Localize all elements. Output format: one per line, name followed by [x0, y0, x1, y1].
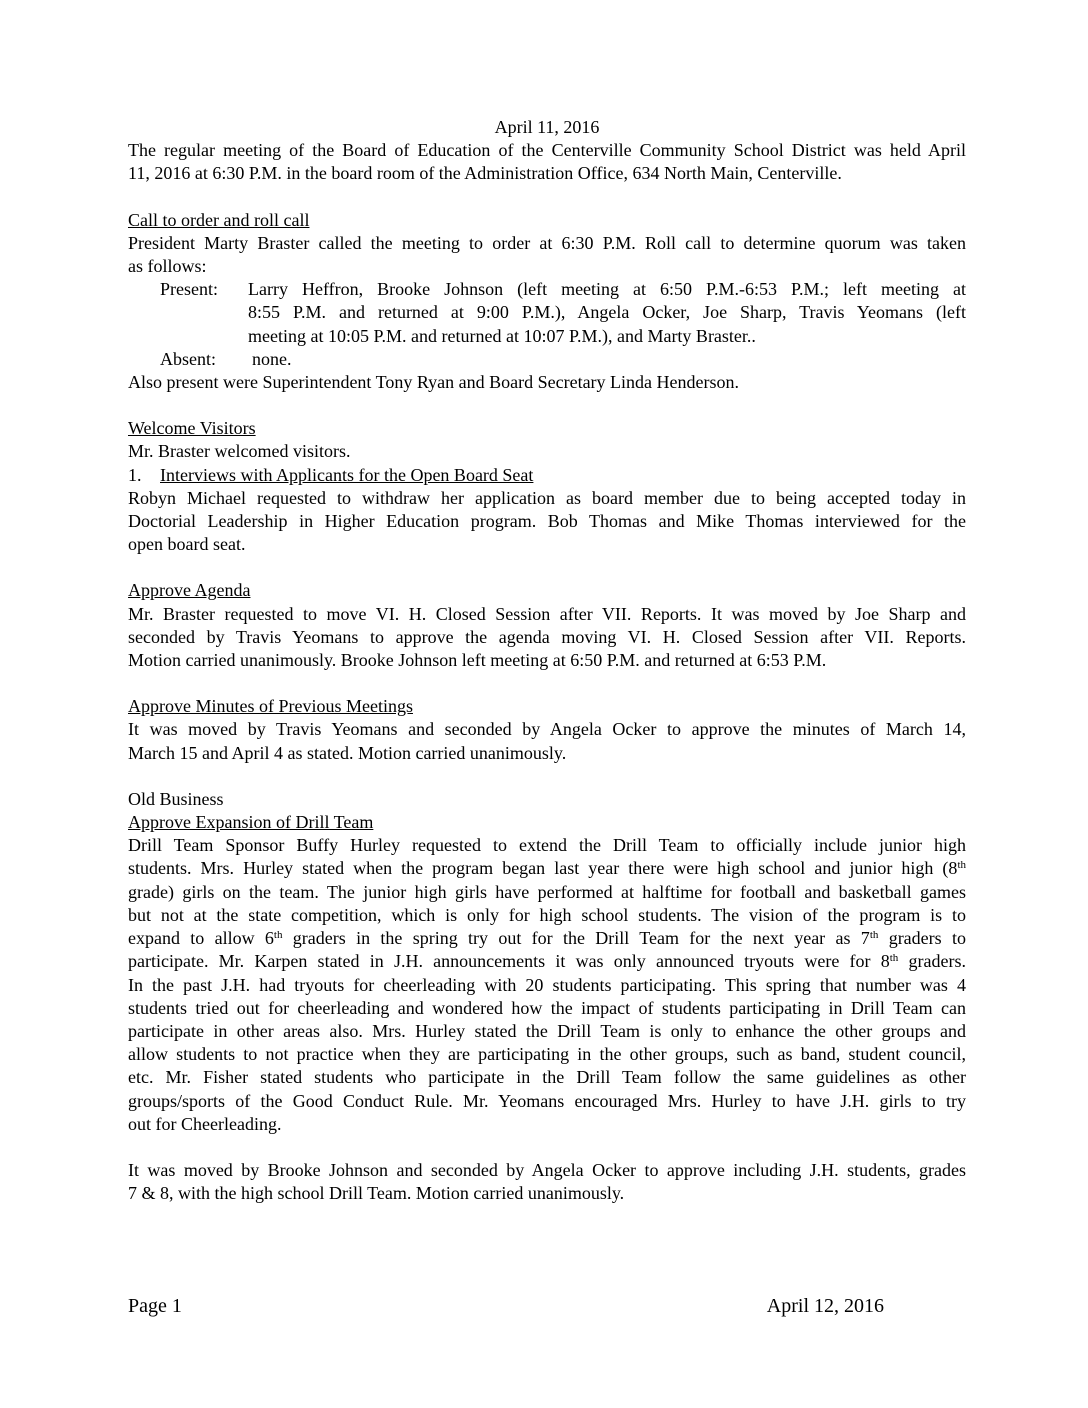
minutes-line-2: March 15 and April 4 as stated. Motion carried unanimously.	[128, 742, 567, 763]
welcome-para-line-2: Doctorial Leadership in Higher Education program. Bob Thomas and Mike Thomas interviewed for the	[128, 511, 966, 532]
page-footer	[128, 1295, 884, 1318]
intro-line-2: 11, 2016 at 6:30 P.M. in the board room of the Administration Office, 634 North Main, Centerville.	[128, 163, 842, 184]
drill-line-4: but not at the state competition, which is only for high school students. The vision of the program is to	[128, 904, 966, 925]
agenda-line-3: Motion carried unanimously. Brooke Johnson left meeting at 6:50 P.M. and returned at 6:53 P.M.	[128, 650, 827, 671]
call-to-order-line-2: as follows:	[128, 256, 207, 277]
interviews-item-number: 1.	[128, 464, 142, 485]
drill-line-13: out for Cheerleading.	[128, 1113, 282, 1134]
welcome-para-line-1: Robyn Michael requested to withdraw her application as board member due to being accepted today in	[128, 487, 966, 508]
minutes-page	[128, 116, 966, 1205]
agenda-heading: Approve Agenda	[128, 580, 251, 601]
drill-line-12: groups/sports of the Good Conduct Rule. Mr. Yeomans encouraged Mrs. Hurley to have J.H. girls to try	[128, 1090, 966, 1111]
absent-row	[128, 348, 966, 371]
drill-line-6: participate. Mr. Karpen stated in J.H. announcements it was only announced tryouts were for 8th graders.	[128, 951, 966, 972]
present-line-1: Larry Heffron, Brooke Johnson (left meeting at 6:50 P.M.-6:53 P.M.; left meeting at	[248, 279, 966, 300]
drill-line-7: In the past J.H. had tryouts for cheerleading with 20 students participating. This spring that number was 4	[128, 974, 966, 995]
also-present: Also present were Superintendent Tony Ryan and Board Secretary Linda Henderson.	[128, 372, 740, 393]
absent-label: Absent:	[160, 348, 216, 369]
interviews-item	[128, 464, 966, 487]
present-row	[128, 278, 966, 348]
agenda-line-1: Mr. Braster requested to move VI. H. Closed Session after VII. Reports. It was moved by Joe Sharp and	[128, 603, 966, 624]
drill-line-11: etc. Mr. Fisher stated students who participate in the Drill Team follow the same guidelines as other	[128, 1067, 966, 1088]
drill-line-9: participate in other areas also. Mrs. Hurley stated the Drill Team is only to enhance the other groups and	[128, 1020, 966, 1041]
minutes-line-1: It was moved by Travis Yeomans and seconded by Angela Ocker to approve the minutes of March 14,	[128, 719, 966, 740]
old-business-heading: Old Business	[128, 788, 224, 809]
intro-line-1: The regular meeting of the Board of Education of the Centerville Community School District was held April	[128, 140, 966, 161]
agenda-line-2: seconded by Travis Yeomans to approve the agenda moving VI. H. Closed Session after VII. Reports.	[128, 626, 966, 647]
call-to-order-line-1: President Marty Braster called the meeting to order at 6:30 P.M. Roll call to determine quorum was taken	[128, 232, 966, 253]
drill-line-10: allow students to not practice when they are participating in the other groups, such as band, student council,	[128, 1044, 966, 1065]
drill-line-3: grade) girls on the team. The junior high girls have performed at halftime for football and basketball games	[128, 881, 966, 902]
minutes-heading: Approve Minutes of Previous Meetings	[128, 696, 413, 717]
welcome-line: Mr. Braster welcomed visitors.	[128, 441, 351, 462]
meeting-date: April 11, 2016	[494, 117, 600, 137]
drill-line-2: students. Mrs. Hurley stated when the program began last year there were high school and junior high (8th	[128, 858, 966, 879]
drill-line-5: expand to allow 6th graders in the spring try out for the Drill Team for the next year as 7th graders to	[128, 928, 966, 949]
drill-motion-line-2: 7 & 8, with the high school Drill Team. Motion carried unanimously.	[128, 1183, 625, 1204]
drill-team-heading: Approve Expansion of Drill Team	[128, 812, 374, 833]
drill-motion-line-1: It was moved by Brooke Johnson and seconded by Angela Ocker to approve including J.H. students, grades	[128, 1159, 966, 1180]
absent-value: none.	[252, 348, 292, 369]
present-label: Present:	[160, 279, 218, 300]
drill-line-8: students tried out for cheerleading and wondered how the impact of students participating in Drill Team can	[128, 997, 966, 1018]
present-line-2: 8:55 P.M. and returned at 9:00 P.M.), Angela Ocker, Joe Sharp, Travis Yeomans (left	[248, 302, 966, 323]
interviews-heading: Interviews with Applicants for the Open Board Seat	[160, 464, 534, 485]
footer-date: April 12, 2016	[766, 1295, 884, 1317]
welcome-para-line-3: open board seat.	[128, 534, 246, 555]
welcome-heading: Welcome Visitors	[128, 418, 256, 439]
page-number: Page 1	[128, 1295, 182, 1317]
present-line-3: meeting at 10:05 P.M. and returned at 10:07 P.M.), and Marty Braster..	[248, 325, 756, 346]
call-to-order-heading: Call to order and roll call	[128, 209, 310, 230]
drill-line-1: Drill Team Sponsor Buffy Hurley requested to extend the Drill Team to officially include junior high	[128, 835, 966, 856]
